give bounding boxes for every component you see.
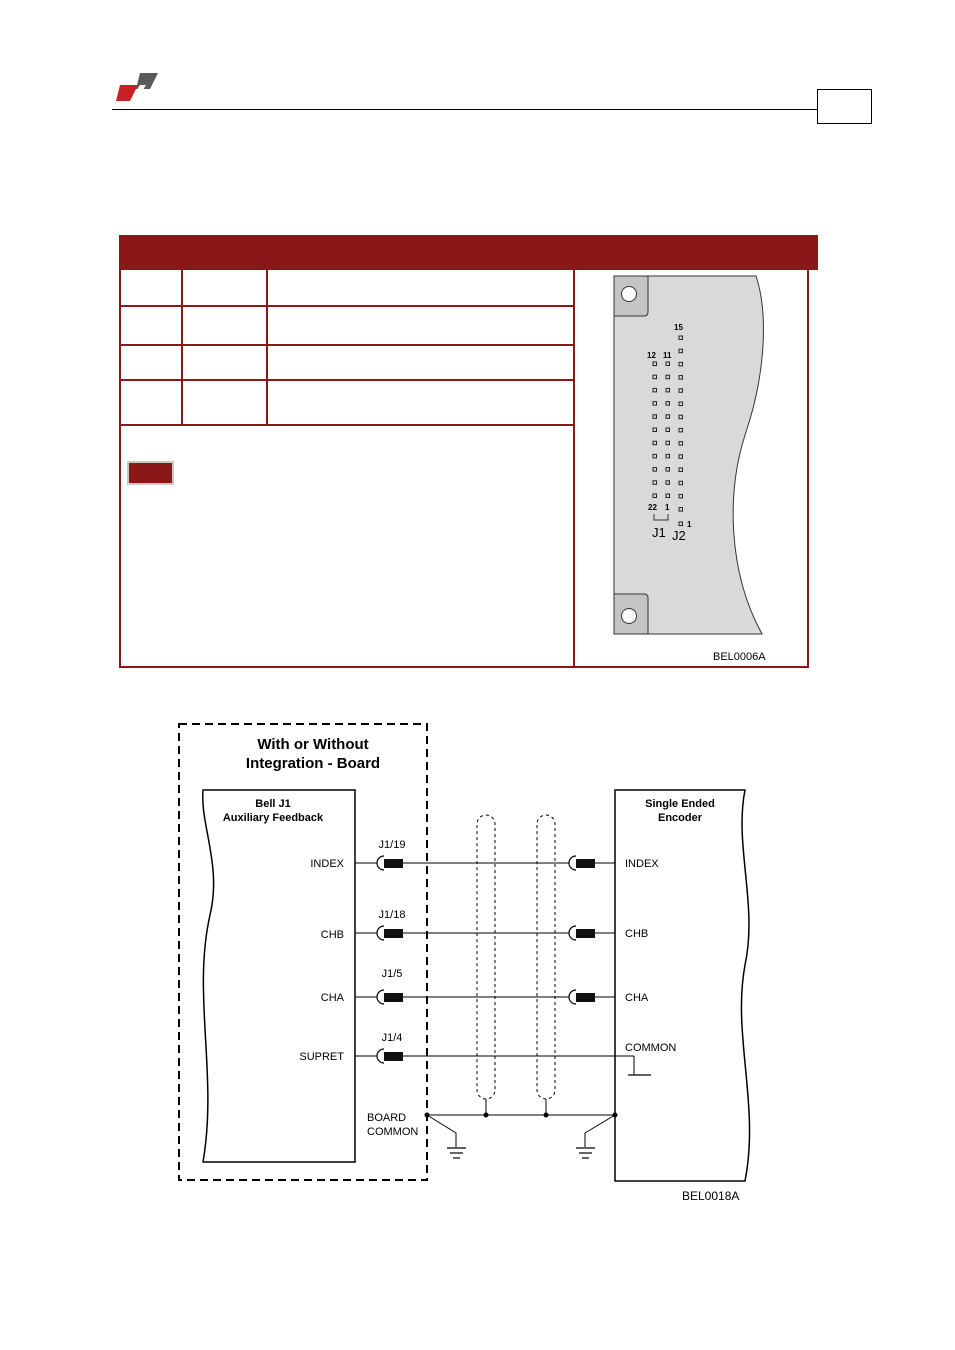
signal-common-right: COMMON bbox=[625, 1042, 677, 1054]
connector-ref: BEL0006A bbox=[713, 651, 766, 663]
pin-j1-19: J1/19 bbox=[378, 839, 406, 851]
signal-chb-right: CHB bbox=[625, 928, 649, 940]
signal-index-right: INDEX bbox=[625, 858, 659, 870]
pin-label-1-j1: 1 bbox=[665, 503, 670, 512]
pin-label-11: 11 bbox=[663, 351, 672, 360]
signal-chb-left: CHB bbox=[320, 929, 344, 941]
left-block-title-line1: Bell J1 bbox=[255, 798, 291, 810]
table-row-divider bbox=[121, 424, 574, 426]
pin-j1-18: J1/18 bbox=[378, 909, 406, 921]
pin-label-12: 12 bbox=[647, 351, 656, 360]
wiring-ref: BEL0018A bbox=[682, 1189, 740, 1203]
left-block-title-line2: Auxiliary Feedback bbox=[222, 812, 324, 824]
outer-title-line2: Integration - Board bbox=[245, 755, 381, 772]
encoder-block bbox=[615, 790, 750, 1181]
j2-label: J2 bbox=[672, 528, 686, 543]
pin-label-15: 15 bbox=[674, 323, 683, 332]
note-badge bbox=[127, 461, 174, 485]
table-header-bar bbox=[119, 235, 818, 270]
pin-j1-4: J1/4 bbox=[381, 1032, 403, 1044]
pin-label-22: 22 bbox=[648, 503, 657, 512]
board-common-line1: BOARD bbox=[367, 1112, 407, 1124]
signal-index-left: INDEX bbox=[310, 858, 344, 870]
table-col-divider bbox=[181, 270, 183, 426]
table-row-divider bbox=[121, 344, 574, 346]
right-block-title-line2: Encoder bbox=[657, 812, 703, 824]
wiring-diagram bbox=[170, 715, 770, 1215]
table-col-divider bbox=[266, 270, 268, 426]
j1-label: J1 bbox=[652, 525, 666, 540]
signal-cha-left: CHA bbox=[320, 992, 344, 1004]
right-block-title-line1: Single Ended bbox=[645, 798, 715, 810]
pin-j1-5: J1/5 bbox=[381, 968, 403, 980]
outer-title-line1: With or Without bbox=[257, 736, 369, 753]
page-number-box bbox=[817, 89, 872, 124]
company-logo bbox=[116, 71, 158, 105]
table-row-divider bbox=[121, 305, 574, 307]
pin-label-1-j2: 1 bbox=[687, 520, 692, 529]
connector-drawing bbox=[576, 272, 808, 668]
signal-supret-left: SUPRET bbox=[299, 1051, 344, 1063]
board-common-line2: COMMON bbox=[367, 1126, 419, 1138]
signal-cha-right: CHA bbox=[625, 992, 649, 1004]
header-rule bbox=[112, 109, 817, 110]
table-row-divider bbox=[121, 379, 574, 381]
bell-j1-block bbox=[203, 790, 355, 1162]
table-image-divider bbox=[573, 270, 575, 666]
